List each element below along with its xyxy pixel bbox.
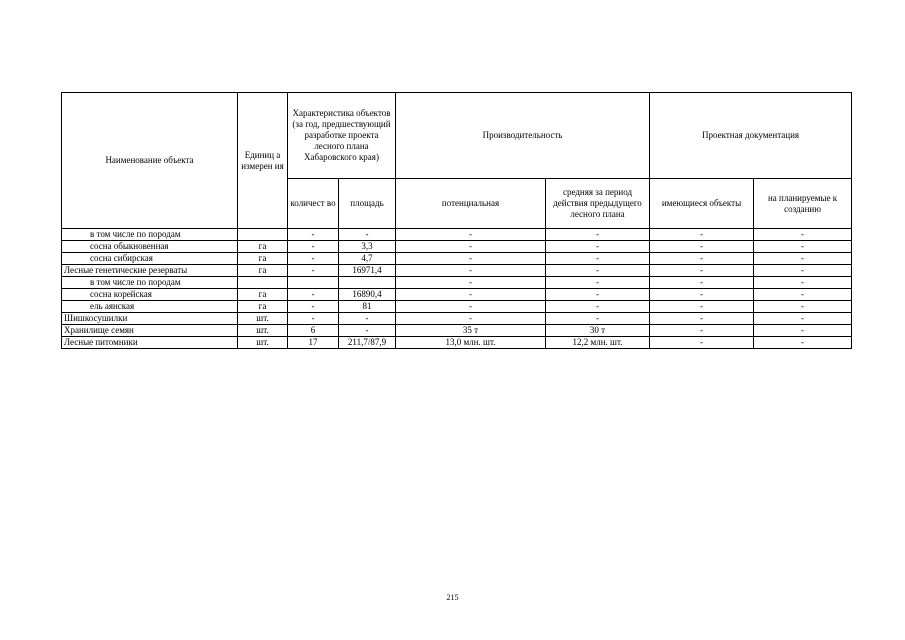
cell-unit: га bbox=[238, 301, 288, 313]
table-row bbox=[62, 313, 852, 325]
cell-planned: - bbox=[754, 289, 852, 301]
cell-existing: - bbox=[650, 241, 754, 253]
cell-quantity bbox=[288, 277, 339, 289]
header-productivity: Производительность bbox=[396, 93, 650, 179]
cell-planned: - bbox=[754, 301, 852, 313]
cell-unit bbox=[238, 277, 288, 289]
table-row bbox=[62, 241, 852, 253]
objects-table bbox=[61, 92, 852, 349]
header-planned: на планируемые к созданию bbox=[754, 179, 852, 229]
cell-potential: - bbox=[396, 265, 546, 277]
table-row bbox=[62, 253, 852, 265]
cell-average: - bbox=[546, 253, 650, 265]
cell-potential: - bbox=[396, 313, 546, 325]
cell-average: - bbox=[546, 313, 650, 325]
cell-name: в том числе по породам bbox=[62, 229, 238, 241]
cell-quantity: - bbox=[288, 253, 339, 265]
header-characteristic: Характеристика объектов (за год, предшествующий разработке проекта лесного плана Хабаровского края) bbox=[288, 93, 396, 179]
table-row bbox=[62, 337, 852, 349]
cell-planned: - bbox=[754, 325, 852, 337]
cell-potential: 35 т bbox=[396, 325, 546, 337]
cell-unit bbox=[238, 229, 288, 241]
cell-quantity: - bbox=[288, 241, 339, 253]
cell-planned: - bbox=[754, 241, 852, 253]
cell-unit: га bbox=[238, 241, 288, 253]
cell-area: 211,7/87,9 bbox=[339, 337, 396, 349]
cell-planned: - bbox=[754, 229, 852, 241]
header-existing: имеющиеся объекты bbox=[650, 179, 754, 229]
cell-average: - bbox=[546, 289, 650, 301]
cell-planned: - bbox=[754, 253, 852, 265]
header-documentation: Проектная документация bbox=[650, 93, 852, 179]
cell-average: 30 т bbox=[546, 325, 650, 337]
cell-average: - bbox=[546, 277, 650, 289]
cell-average: - bbox=[546, 265, 650, 277]
cell-potential: - bbox=[396, 241, 546, 253]
cell-potential: - bbox=[396, 229, 546, 241]
cell-unit: га bbox=[238, 253, 288, 265]
cell-quantity: 6 bbox=[288, 325, 339, 337]
cell-planned: - bbox=[754, 313, 852, 325]
table-row bbox=[62, 301, 852, 313]
cell-potential: - bbox=[396, 289, 546, 301]
cell-area: - bbox=[339, 229, 396, 241]
cell-area: 81 bbox=[339, 301, 396, 313]
cell-name: сосна обыкновенная bbox=[62, 241, 238, 253]
cell-area: - bbox=[339, 325, 396, 337]
table-row bbox=[62, 277, 852, 289]
cell-area: - bbox=[339, 313, 396, 325]
cell-planned: - bbox=[754, 277, 852, 289]
cell-name: сосна сибирская bbox=[62, 253, 238, 265]
cell-potential: - bbox=[396, 301, 546, 313]
cell-planned: - bbox=[754, 337, 852, 349]
cell-potential: - bbox=[396, 253, 546, 265]
cell-name: в том числе по породам bbox=[62, 277, 238, 289]
cell-name: Шишкосушилки bbox=[62, 313, 238, 325]
table-row bbox=[62, 229, 852, 241]
cell-name: ель аянская bbox=[62, 301, 238, 313]
cell-existing: - bbox=[650, 253, 754, 265]
cell-unit: шт. bbox=[238, 337, 288, 349]
cell-area: 3,3 bbox=[339, 241, 396, 253]
cell-area: 16971,4 bbox=[339, 265, 396, 277]
cell-unit: шт. bbox=[238, 325, 288, 337]
cell-average: - bbox=[546, 229, 650, 241]
cell-unit: шт. bbox=[238, 313, 288, 325]
cell-potential: 13,0 млн. шт. bbox=[396, 337, 546, 349]
cell-existing: - bbox=[650, 265, 754, 277]
cell-unit: га bbox=[238, 265, 288, 277]
page-number: 215 bbox=[446, 593, 459, 602]
cell-quantity: 17 bbox=[288, 337, 339, 349]
table-row bbox=[62, 265, 852, 277]
cell-average: 12,2 млн. шт. bbox=[546, 337, 650, 349]
cell-quantity: - bbox=[288, 229, 339, 241]
cell-area: 4,7 bbox=[339, 253, 396, 265]
cell-existing: - bbox=[650, 325, 754, 337]
header-potential: потенциальная bbox=[396, 179, 546, 229]
cell-quantity: - bbox=[288, 301, 339, 313]
header-average: средняя за период действия предыдущего лесного плана bbox=[546, 179, 650, 229]
header-name: Наименование объекта bbox=[62, 93, 238, 229]
cell-existing: - bbox=[650, 229, 754, 241]
header-unit: Единиц а измерен ия bbox=[238, 93, 288, 229]
table-row bbox=[62, 289, 852, 301]
cell-quantity: - bbox=[288, 265, 339, 277]
cell-area bbox=[339, 277, 396, 289]
cell-existing: - bbox=[650, 289, 754, 301]
cell-area: 16890,4 bbox=[339, 289, 396, 301]
cell-potential: - bbox=[396, 277, 546, 289]
cell-average: - bbox=[546, 301, 650, 313]
cell-existing: - bbox=[650, 313, 754, 325]
cell-name: Лесные питомники bbox=[62, 337, 238, 349]
header-area: площадь bbox=[339, 179, 396, 229]
cell-quantity: - bbox=[288, 289, 339, 301]
header-quantity: количест во bbox=[288, 179, 339, 229]
cell-name: Хранилище семян bbox=[62, 325, 238, 337]
table-row bbox=[62, 325, 852, 337]
cell-average: - bbox=[546, 241, 650, 253]
cell-unit: га bbox=[238, 289, 288, 301]
cell-existing: - bbox=[650, 337, 754, 349]
cell-name: сосна корейская bbox=[62, 289, 238, 301]
cell-name: Лесные генетические резерваты bbox=[62, 265, 238, 277]
cell-existing: - bbox=[650, 301, 754, 313]
cell-quantity: - bbox=[288, 313, 339, 325]
cell-planned: - bbox=[754, 265, 852, 277]
cell-existing: - bbox=[650, 277, 754, 289]
